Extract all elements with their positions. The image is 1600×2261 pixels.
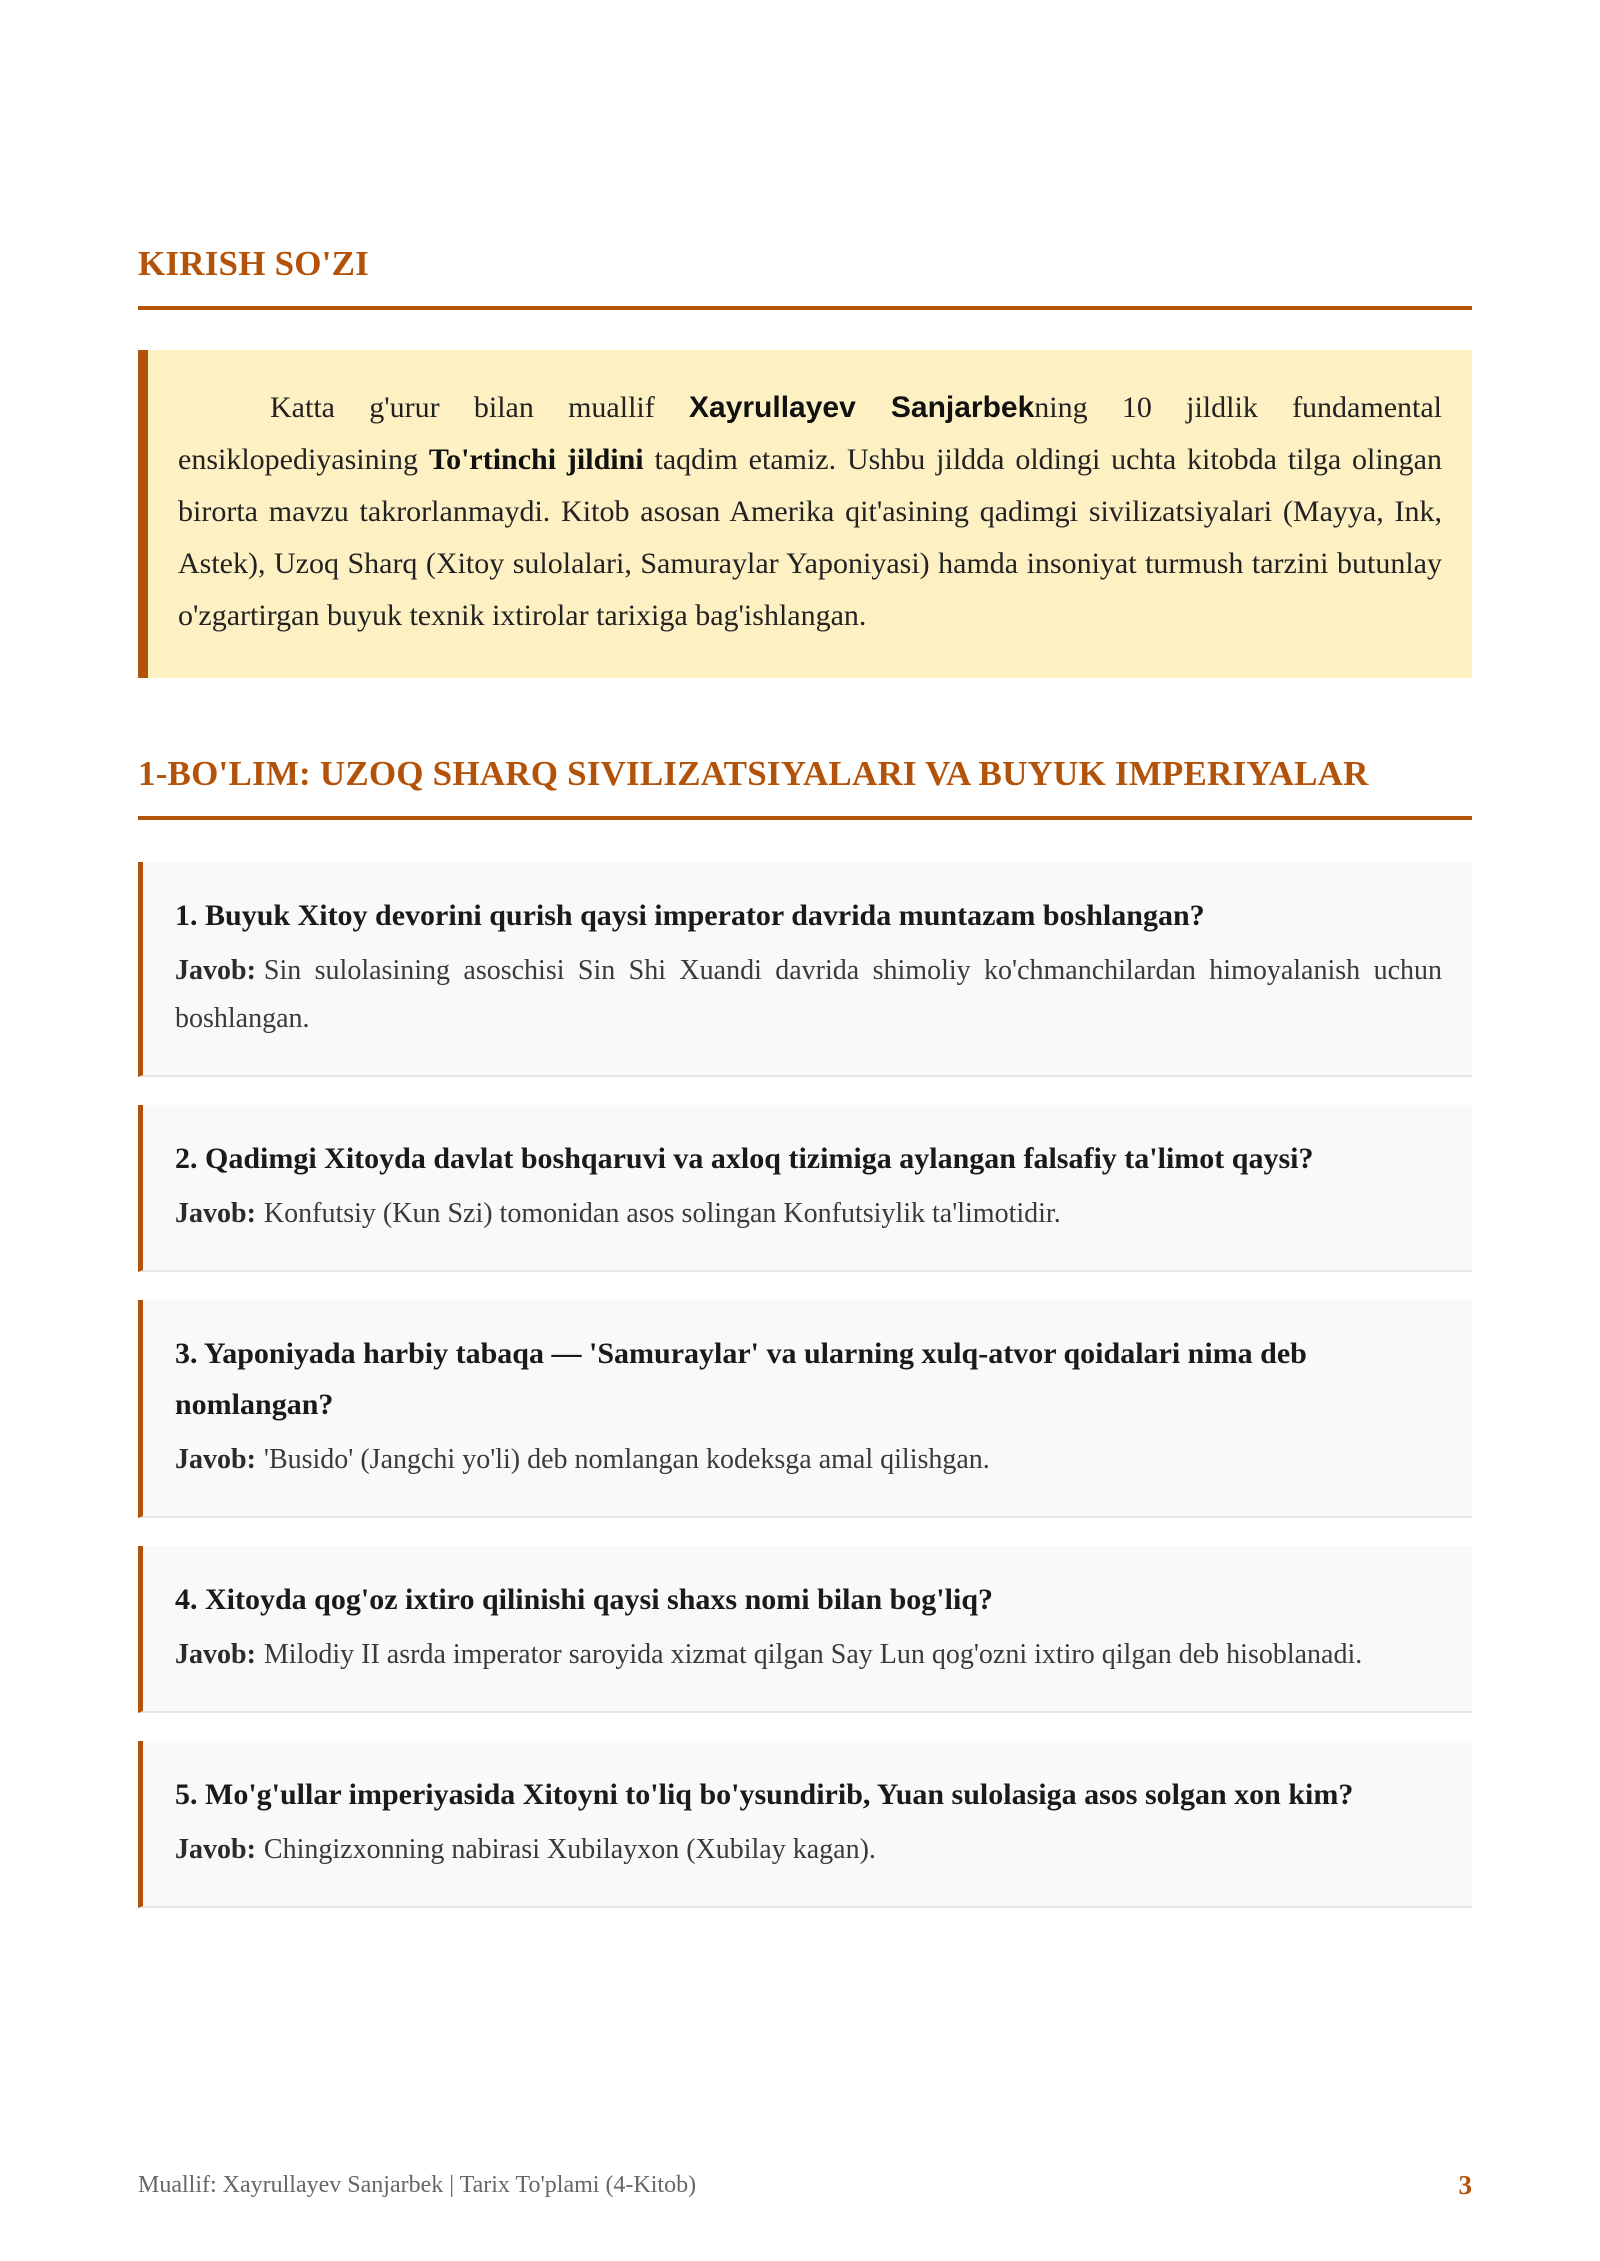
qa-card [138, 1546, 1472, 1713]
intro-text-1: Katta g'urur bilan muallif [270, 391, 689, 424]
answer [175, 947, 1442, 1043]
answer-text: 'Busido' (Jangchi yo'li) deb nomlangan kodeksga amal qilishgan. [263, 1444, 990, 1475]
question: 3. Yaponiyada harbiy tabaqa — 'Samuraylar' va ularning xulq-atvor qoidalari nima deb nomlangan? [175, 1337, 1307, 1421]
question: 1. Buyuk Xitoy devorini qurish qaysi imperator davrida muntazam boshlangan? [175, 899, 1205, 932]
answer-text: Sin sulolasining asoschisi Sin Shi Xuandi davrida shimoliy ko'chmanchilardan himoyalanish uchun boshlangan. [175, 955, 1442, 1034]
question: 2. Qadimgi Xitoyda davlat boshqaruvi va axloq tizimiga aylangan falsafiy ta'limot qaysi? [175, 1142, 1314, 1175]
intro-paragraph [178, 382, 1442, 642]
answer-label: Javob: [175, 1444, 256, 1475]
intro-volume: To'rtinchi jildini [428, 443, 644, 476]
qa-card [138, 1741, 1472, 1908]
intro-text-2: ning 10 jildlik fundamental ensiklopediyasining [178, 391, 1443, 476]
answer-label: Javob: [175, 1198, 256, 1229]
answer [175, 1826, 1442, 1874]
answer-text: Konfutsiy (Kun Szi) tomonidan asos solingan Konfutsiylik ta'limotidir. [263, 1198, 1061, 1229]
answer-text: Milodiy II asrda imperator saroyida xizmat qilgan Say Lun qog'ozni ixtiro qilgan deb hisoblanadi. [263, 1639, 1363, 1670]
answer [175, 1631, 1442, 1679]
qa-card [138, 1300, 1472, 1518]
answer-text: Chingizxonning nabirasi Xubilayxon (Xubilay kagan). [263, 1834, 876, 1865]
qa-list [138, 862, 1472, 1908]
qa-card [138, 862, 1472, 1077]
intro-box [138, 350, 1472, 678]
question: 5. Mo'g'ullar imperiyasida Xitoyni to'liq bo'ysundirib, Yuan sulolasiga asos solgan xon kim? [175, 1778, 1354, 1811]
page-footer [138, 2172, 1472, 2199]
intro-author: Xayrullayev Sanjarbek [689, 391, 1035, 424]
answer-label: Javob: [175, 955, 256, 986]
qa-card [138, 1105, 1472, 1272]
intro-text-3: taqdim etamiz. Ushbu jildda oldingi uchta kitobda tilga olingan birorta mavzu takrorlanmaydi. Kitob asosan Amerika qit'asining qadimgi sivilizatsiyalari (Mayya, Ink, Astek), Uzoq Sharq (Xitoy sulolalari, Samuraylar Yaponiyasi) hamda insoniyat turmush tarzini butunlay o'zgartirgan buyuk texnik ixtirolar tarixiga bag'ishlangan. [178, 443, 1442, 632]
question: 4. Xitoyda qog'oz ixtiro qilinishi qaysi shaxs nomi bilan bog'liq? [175, 1583, 993, 1616]
answer [175, 1190, 1442, 1238]
answer [175, 1436, 1442, 1484]
page-number: 3 [1458, 2170, 1472, 2200]
intro-title: KIRISH SO'ZI [138, 244, 1472, 310]
section-title: 1-BO'LIM: UZOQ SHARQ SIVILIZATSIYALARI VA BUYUK IMPERIYALAR [138, 754, 1472, 820]
footer-text: Muallif: Xayrullayev Sanjarbek | Tarix To'plami (4-Kitob) [138, 2172, 697, 2198]
answer-label: Javob: [175, 1639, 256, 1670]
answer-label: Javob: [175, 1834, 256, 1865]
page-content [138, 0, 1472, 1936]
